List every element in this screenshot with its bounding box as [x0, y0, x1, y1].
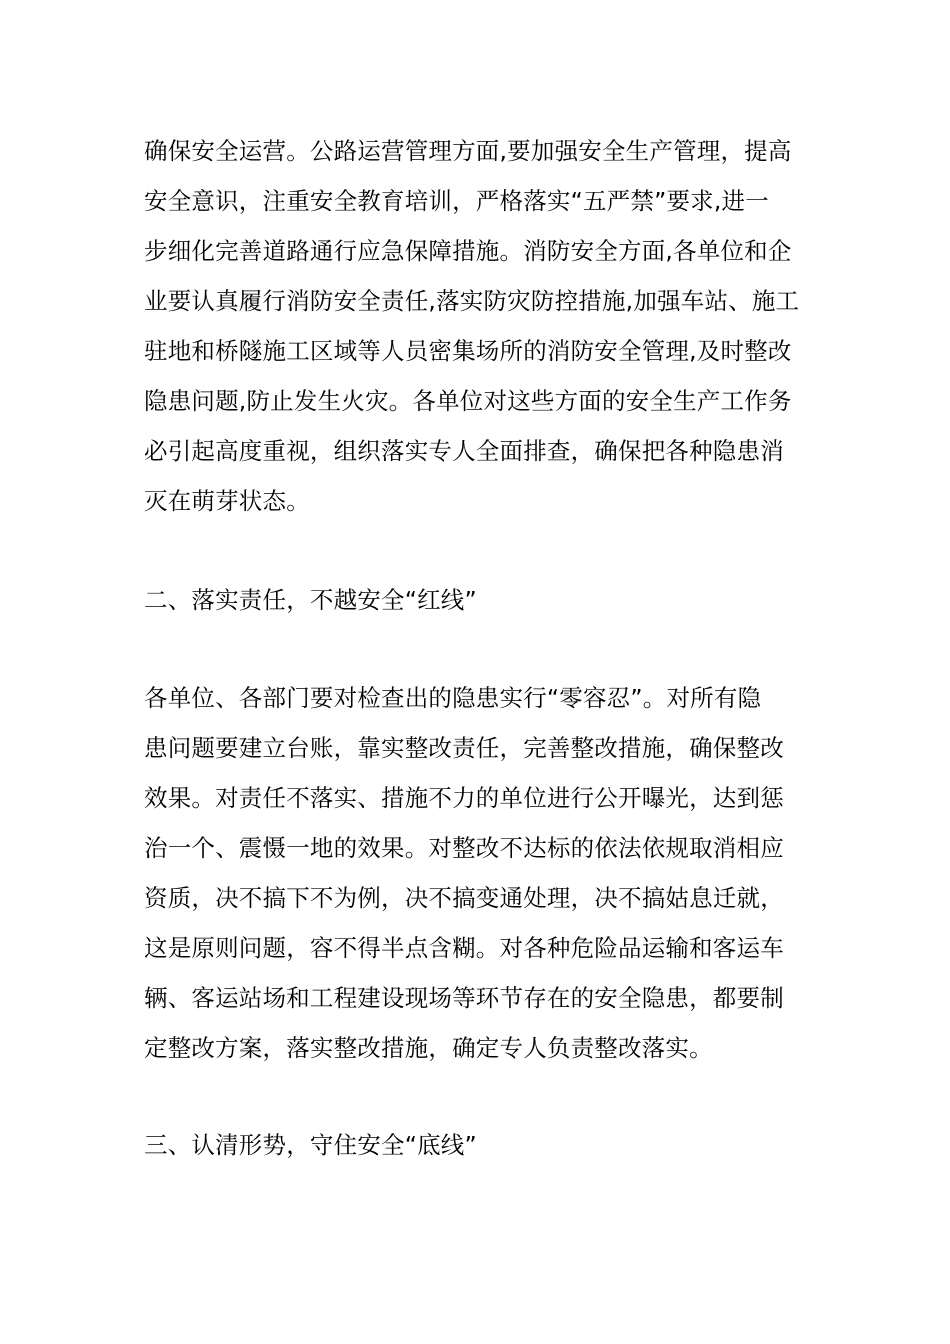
paragraph-line: 治一个、震慑一地的效果。对整改不达标的依法依规取消相应 — [144, 834, 784, 862]
section-heading-3 — [144, 1120, 824, 1170]
paragraph-line: 确保安全运营。公路运营管理方面,要加强安全生产管理，提高 — [144, 137, 792, 165]
paragraph-line: 驻地和桥隧施工区域等人员密集场所的消防安全管理,及时整改 — [144, 337, 792, 365]
paragraph-line: 定整改方案，落实整改措施，确定专人负责整改落实。 — [144, 1034, 713, 1062]
paragraph-line: 步细化完善道路通行应急保障措施。消防安全方面,各单位和企 — [144, 237, 792, 265]
paragraph-safety-operations — [144, 126, 824, 526]
section-heading-2 — [144, 575, 824, 625]
paragraph-line: 这是原则问题，容不得半点含糊。对各种危险品运输和客运车 — [144, 934, 784, 962]
paragraph-line: 资质，决不搞下不为例，决不搞变通处理，决不搞姑息迁就， — [144, 884, 784, 912]
section-heading-text: 二、落实责任，不越安全“红线” — [144, 586, 477, 614]
paragraph-line: 安全意识，注重安全教育培训，严格落实“五严禁”要求,进一 — [144, 187, 769, 215]
paragraph-line: 隐患问题,防止发生火灾。各单位对这些方面的安全生产工作务 — [144, 387, 792, 415]
paragraph-line: 各单位、各部门要对检查出的隐患实行“零容忍”。对所有隐 — [144, 684, 762, 712]
paragraph-line: 必引起高度重视，组织落实专人全面排查，确保把各种隐患消 — [144, 437, 784, 465]
paragraph-implement-responsibility — [144, 673, 824, 1073]
paragraph-line: 灭在萌芽状态。 — [144, 487, 310, 515]
paragraph-line: 业要认真履行消防安全责任,落实防灾防控措施,加强车站、施工 — [144, 287, 800, 315]
paragraph-line: 效果。对责任不落实、措施不力的单位进行公开曝光，达到惩 — [144, 784, 784, 812]
paragraph-line: 辆、客运站场和工程建设现场等环节存在的安全隐患，都要制 — [144, 984, 784, 1012]
paragraph-line: 患问题要建立台账，靠实整改责任，完善整改措施，确保整改 — [144, 734, 784, 762]
section-heading-text: 三、认清形势，守住安全“底线” — [144, 1131, 477, 1159]
